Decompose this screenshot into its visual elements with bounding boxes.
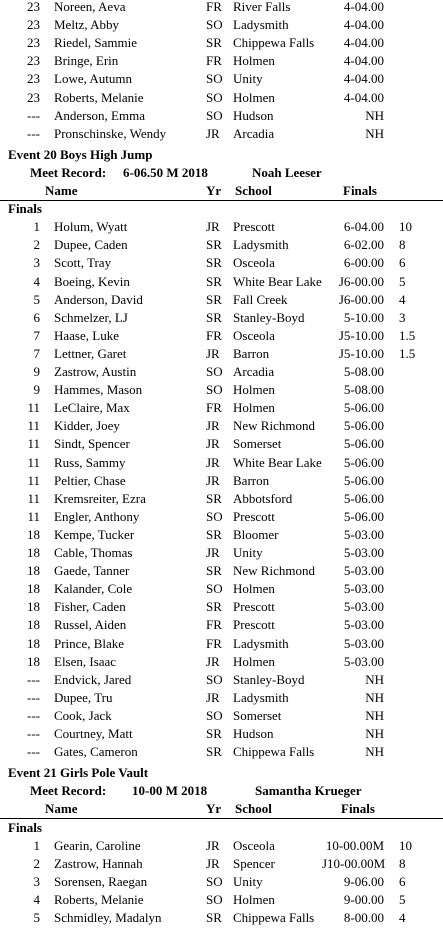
result-mark: 6-00.00: [343, 255, 384, 271]
result-name: Anderson, David: [54, 291, 143, 307]
result-row: [0, 291, 443, 309]
result-pts: 10: [399, 837, 412, 853]
result-row: [0, 873, 443, 891]
result-place: 23: [27, 0, 40, 14]
result-yr: SR: [206, 910, 222, 925]
result-place: 18: [27, 581, 40, 597]
result-name: Zastrow, Hannah: [54, 855, 143, 871]
result-name: LeClaire, Max: [54, 400, 130, 416]
result-name: Boeing, Kevin: [54, 273, 130, 289]
result-yr: JR: [206, 219, 220, 235]
result-school: Chippewa Falls: [233, 744, 315, 760]
result-yr: FR: [206, 617, 222, 633]
result-pts: 8: [399, 237, 406, 253]
result-name: Engler, Anthony: [54, 508, 140, 524]
result-name: Kempe, Tucker: [54, 526, 135, 542]
result-name: Noreen, Aeva: [54, 0, 126, 14]
result-place: ---: [27, 671, 40, 687]
result-name: Kremsreiter, Ezra: [54, 490, 146, 506]
result-name: Sorensen, Raegan: [54, 873, 148, 889]
result-pts: 6: [399, 255, 406, 271]
result-school: Somerset: [233, 436, 282, 452]
result-place: 5: [33, 291, 40, 307]
result-name: Roberts, Melanie: [54, 891, 144, 907]
result-place: 2: [33, 855, 40, 871]
result-row: [0, 725, 443, 743]
result-yr: SO: [206, 364, 223, 379]
result-school: Ladysmith: [233, 237, 289, 253]
result-school: White Bear Lake: [233, 454, 322, 470]
result-mark: 5-06.00: [343, 418, 384, 434]
result-row: [0, 580, 443, 598]
result-place: 23: [27, 35, 40, 51]
result-pts: 1.5: [399, 327, 416, 343]
result-place: 7: [33, 345, 40, 361]
result-yr: JR: [206, 345, 220, 361]
result-mark: J10-00.00M: [322, 855, 386, 871]
result-school: White Bear Lake: [233, 273, 322, 289]
result-mark: 4-04.00: [343, 53, 384, 69]
result-name: Kidder, Joey: [54, 418, 120, 434]
result-mark: 4-04.00: [343, 17, 384, 33]
result-row: [0, 89, 443, 107]
header-school: School: [235, 183, 272, 198]
result-yr: SR: [206, 309, 222, 325]
result-place: 23: [27, 89, 40, 105]
meet-record-holder: Noah Leeser: [252, 164, 322, 180]
result-place: 3: [33, 873, 40, 889]
result-school: Barron: [233, 472, 270, 488]
result-name: Dupee, Tru: [54, 689, 113, 705]
header-yr: Yr: [206, 801, 222, 817]
result-row: [0, 399, 443, 417]
result-place: 23: [27, 17, 40, 33]
result-name: Dupee, Caden: [54, 237, 128, 253]
result-row: [0, 743, 443, 761]
result-row: [0, 125, 443, 143]
result-name: Endvick, Jared: [54, 671, 132, 687]
result-school: Stanley-Boyd: [233, 671, 305, 687]
result-yr: JR: [206, 837, 220, 853]
result-mark: NH: [365, 671, 384, 687]
result-name: Russel, Aiden: [54, 617, 127, 633]
result-row: [0, 616, 443, 634]
result-school: Holmen: [233, 53, 275, 69]
result-place: 11: [27, 454, 40, 470]
result-place: 18: [27, 599, 40, 615]
result-mark: 5-06.00: [343, 490, 384, 506]
result-row: [0, 34, 443, 52]
result-mark: 5-03.00: [343, 617, 384, 633]
result-yr: SO: [206, 382, 223, 398]
result-school: Holmen: [233, 89, 275, 105]
result-name: Roberts, Melanie: [54, 89, 144, 105]
result-mark: 4-04.00: [343, 0, 384, 14]
result-yr: FR: [206, 53, 222, 69]
result-yr: SR: [206, 599, 222, 615]
result-row: [0, 707, 443, 725]
result-name: Gearin, Caroline: [54, 837, 141, 853]
result-yr: JR: [206, 545, 220, 560]
result-yr: SR: [206, 255, 222, 271]
result-pts: 8: [399, 855, 406, 871]
result-place: 9: [33, 364, 40, 379]
meet-record-holder: Samantha Krueger: [255, 783, 362, 799]
result-yr: SR: [206, 273, 222, 289]
result-row: [0, 837, 443, 855]
result-school: Holmen: [233, 400, 275, 416]
result-mark: 9-06.00: [343, 873, 384, 889]
result-row: [0, 689, 443, 707]
result-place: 18: [27, 653, 40, 669]
result-place: 11: [27, 418, 40, 434]
result-name: Courtney, Matt: [54, 726, 133, 741]
meet-record-label: Meet Record:: [30, 164, 107, 180]
result-place: 11: [27, 508, 40, 524]
result-mark: 5-03.00: [343, 653, 384, 669]
column-header: [0, 800, 443, 819]
result-yr: SO: [206, 107, 223, 123]
result-row: [0, 417, 443, 435]
result-school: Somerset: [233, 707, 282, 723]
result-school: Prescott: [233, 599, 275, 615]
result-mark: 5-03.00: [343, 563, 384, 579]
result-place: 1: [33, 219, 40, 235]
result-school: Holmen: [233, 653, 275, 669]
result-yr: JR: [206, 472, 220, 488]
result-school: Unity: [233, 873, 263, 889]
result-school: Abbotsford: [233, 490, 293, 506]
result-school: Ladysmith: [233, 689, 289, 705]
result-row: [0, 218, 443, 236]
result-school: Osceola: [233, 327, 275, 343]
result-mark: 6-04.00: [343, 219, 384, 235]
result-mark: 5-06.00: [343, 454, 384, 470]
result-name: Schmelzer, LJ: [54, 309, 128, 325]
result-row: [0, 562, 443, 580]
result-row: [0, 309, 443, 327]
result-pts: 3: [399, 309, 406, 325]
result-mark: 5-03.00: [343, 545, 384, 560]
result-place: 18: [27, 635, 40, 651]
result-row: [0, 891, 443, 909]
result-yr: FR: [206, 327, 222, 343]
result-row: [0, 107, 443, 125]
result-place: 9: [33, 382, 40, 398]
header-yr: Yr: [206, 183, 222, 198]
result-name: Scott, Tray: [54, 255, 112, 271]
result-yr: JR: [206, 855, 220, 871]
result-name: Cook, Jack: [54, 707, 112, 723]
result-place: 3: [33, 255, 40, 271]
result-place: 1: [33, 837, 40, 853]
result-pts: 4: [399, 291, 406, 307]
result-name: Pronschinske, Wendy: [54, 125, 167, 141]
result-place: 23: [27, 71, 40, 87]
result-yr: JR: [206, 125, 220, 141]
result-yr: SO: [206, 71, 223, 87]
result-row: [0, 671, 443, 689]
result-row: [0, 490, 443, 508]
result-yr: SO: [206, 89, 223, 105]
section-label-finals: Finals: [8, 819, 42, 835]
result-pts: 10: [399, 219, 412, 235]
result-school: Prescott: [233, 219, 275, 235]
result-mark: 5-06.00: [343, 436, 384, 452]
result-yr: SO: [206, 707, 223, 723]
result-school: Osceola: [233, 255, 275, 271]
result-row: [0, 363, 443, 381]
result-place: 2: [33, 237, 40, 253]
result-pts: 4: [399, 910, 406, 925]
meet-record: [0, 782, 443, 800]
result-place: 18: [27, 545, 40, 560]
result-school: Chippewa Falls: [233, 910, 315, 925]
result-name: Schmidley, Madalyn: [54, 910, 162, 925]
column-header: [0, 182, 443, 201]
result-mark: 5-08.00: [343, 382, 384, 398]
result-yr: SR: [206, 35, 222, 51]
result-school: New Richmond: [233, 418, 315, 434]
result-row: [0, 544, 443, 562]
result-yr: SR: [206, 563, 222, 579]
result-place: 11: [27, 436, 40, 452]
result-row: [0, 381, 443, 399]
result-mark: 10-00.00M: [325, 837, 384, 853]
result-name: Bringe, Erin: [54, 53, 119, 69]
result-row: [0, 635, 443, 653]
result-school: Arcadia: [233, 125, 275, 141]
result-place: 4: [33, 273, 40, 289]
result-yr: SR: [206, 291, 222, 307]
header-school: School: [235, 801, 272, 817]
result-place: 18: [27, 563, 40, 579]
result-place: ---: [27, 707, 40, 723]
result-row: [0, 254, 443, 272]
result-place: 5: [33, 910, 40, 925]
header-finals: Finals: [343, 183, 377, 198]
result-mark: NH: [365, 726, 384, 741]
result-name: Sindt, Spencer: [54, 436, 130, 452]
result-place: ---: [27, 744, 40, 760]
result-yr: JR: [206, 689, 220, 705]
meet-record: [0, 164, 443, 182]
result-school: Unity: [233, 71, 263, 87]
result-yr: SR: [206, 526, 222, 542]
result-name: Holum, Wyatt: [54, 219, 128, 235]
result-mark: 5-06.00: [343, 508, 384, 524]
result-mark: J6-00.00: [338, 273, 384, 289]
result-yr: SO: [206, 17, 223, 33]
result-pts: 1.5: [399, 345, 416, 361]
result-yr: SR: [206, 744, 222, 760]
result-place: 6: [33, 309, 40, 325]
result-name: Meltz, Abby: [54, 17, 119, 33]
header-finals: Finals: [341, 801, 375, 817]
result-row: [0, 236, 443, 254]
result-yr: FR: [206, 0, 222, 14]
result-school: New Richmond: [233, 563, 315, 579]
result-name: Haase, Luke: [54, 327, 119, 343]
result-place: 23: [27, 53, 40, 69]
result-school: Osceola: [233, 837, 275, 853]
result-name: Lowe, Autumn: [54, 71, 132, 87]
result-row: [0, 472, 443, 490]
result-mark: 6-02.00: [343, 237, 384, 253]
result-school: Barron: [233, 345, 270, 361]
result-yr: SR: [206, 726, 222, 741]
result-yr: JR: [206, 653, 220, 669]
result-mark: 5-10.00: [343, 309, 384, 325]
result-row: [0, 345, 443, 363]
result-pts: 5: [399, 273, 406, 289]
result-school: Unity: [233, 545, 263, 560]
result-mark: 4-04.00: [343, 71, 384, 87]
result-mark: 5-03.00: [343, 635, 384, 651]
result-place: ---: [27, 689, 40, 705]
result-mark: 5-06.00: [343, 400, 384, 416]
result-row: [0, 0, 443, 16]
result-mark: 5-08.00: [343, 364, 384, 379]
result-row: [0, 70, 443, 88]
result-place: 4: [33, 891, 40, 907]
result-name: Riedel, Sammie: [54, 35, 138, 51]
result-school: Prescott: [233, 617, 275, 633]
result-mark: NH: [365, 107, 384, 123]
meet-record-value: 10-00 M 2018: [132, 783, 208, 799]
result-school: Stanley-Boyd: [233, 309, 305, 325]
result-row: [0, 454, 443, 472]
result-row: [0, 653, 443, 671]
result-place: 11: [27, 490, 40, 506]
result-mark: 8-00.00: [343, 910, 384, 925]
result-school: Arcadia: [233, 364, 275, 379]
result-yr: FR: [206, 400, 222, 416]
result-place: ---: [27, 726, 40, 741]
header-name: Name: [45, 801, 78, 817]
result-name: Kalander, Cole: [54, 581, 133, 597]
result-pts: 5: [399, 891, 406, 907]
result-yr: JR: [206, 454, 220, 470]
result-school: River Falls: [233, 0, 291, 14]
result-place: ---: [27, 125, 40, 141]
result-yr: FR: [206, 635, 222, 651]
result-place: 18: [27, 526, 40, 542]
result-mark: 9-00.00: [343, 891, 384, 907]
result-mark: 5-03.00: [343, 599, 384, 615]
result-mark: NH: [365, 689, 384, 705]
result-row: [0, 16, 443, 34]
result-yr: SR: [206, 490, 222, 506]
result-name: Prince, Blake: [54, 635, 125, 651]
result-name: Lettner, Garet: [54, 345, 127, 361]
result-name: Anderson, Emma: [54, 107, 145, 123]
result-pts: 6: [399, 873, 406, 889]
result-place: 18: [27, 617, 40, 633]
result-mark: J5-10.00: [338, 327, 384, 343]
event-title: Event 20 Boys High Jump: [8, 146, 153, 162]
result-mark: 5-06.00: [343, 472, 384, 488]
result-mark: 5-03.00: [343, 526, 384, 542]
result-place: 7: [33, 327, 40, 343]
result-yr: SO: [206, 581, 223, 597]
result-row: [0, 327, 443, 345]
result-row: [0, 508, 443, 526]
section-label-finals: Finals: [8, 201, 42, 217]
result-name: Gates, Cameron: [54, 744, 138, 760]
result-yr: SR: [206, 237, 222, 253]
result-school: Holmen: [233, 382, 275, 398]
result-mark: 4-04.00: [343, 35, 384, 51]
result-yr: JR: [206, 436, 220, 452]
result-school: Ladysmith: [233, 17, 289, 33]
result-mark: NH: [365, 744, 384, 760]
result-place: 11: [27, 400, 40, 416]
result-place: ---: [27, 107, 40, 123]
result-name: Elsen, Isaac: [54, 653, 117, 669]
result-row: [0, 598, 443, 616]
result-row: [0, 273, 443, 291]
result-mark: 4-04.00: [343, 89, 384, 105]
result-school: Holmen: [233, 891, 275, 907]
result-school: Hudson: [233, 107, 274, 123]
result-name: Cable, Thomas: [54, 545, 133, 560]
result-mark: 5-03.00: [343, 581, 384, 597]
result-row: [0, 855, 443, 873]
result-yr: SO: [206, 891, 223, 907]
result-name: Zastrow, Austin: [54, 364, 137, 379]
result-name: Russ, Sammy: [54, 454, 126, 470]
meet-record-value: 6-06.50 M 2018: [123, 164, 208, 180]
result-school: Hudson: [233, 726, 274, 741]
result-yr: SO: [206, 508, 223, 524]
result-name: Fisher, Caden: [54, 599, 126, 615]
result-row: [0, 526, 443, 544]
result-row: [0, 435, 443, 453]
result-name: Peltier, Chase: [54, 472, 126, 488]
result-school: Prescott: [233, 508, 275, 524]
result-mark: NH: [365, 125, 384, 141]
result-name: Gaede, Tanner: [54, 563, 130, 579]
header-name: Name: [45, 183, 78, 198]
result-name: Hammes, Mason: [54, 382, 143, 398]
result-school: Spencer: [233, 855, 275, 871]
result-school: Ladysmith: [233, 635, 289, 651]
result-school: Holmen: [233, 581, 275, 597]
result-yr: SO: [206, 671, 223, 687]
event-title: Event 21 Girls Pole Vault: [8, 765, 149, 781]
result-school: Chippewa Falls: [233, 35, 315, 51]
result-yr: SO: [206, 873, 223, 889]
result-mark: NH: [365, 707, 384, 723]
meet-record-label: Meet Record:: [30, 783, 107, 799]
result-school: Bloomer: [233, 526, 279, 542]
result-school: Fall Creek: [233, 291, 288, 307]
result-yr: JR: [206, 418, 220, 434]
result-place: 11: [27, 472, 40, 488]
result-row: [0, 52, 443, 70]
result-mark: J5-10.00: [338, 345, 384, 361]
result-row: [0, 909, 443, 927]
result-mark: J6-00.00: [338, 291, 384, 307]
